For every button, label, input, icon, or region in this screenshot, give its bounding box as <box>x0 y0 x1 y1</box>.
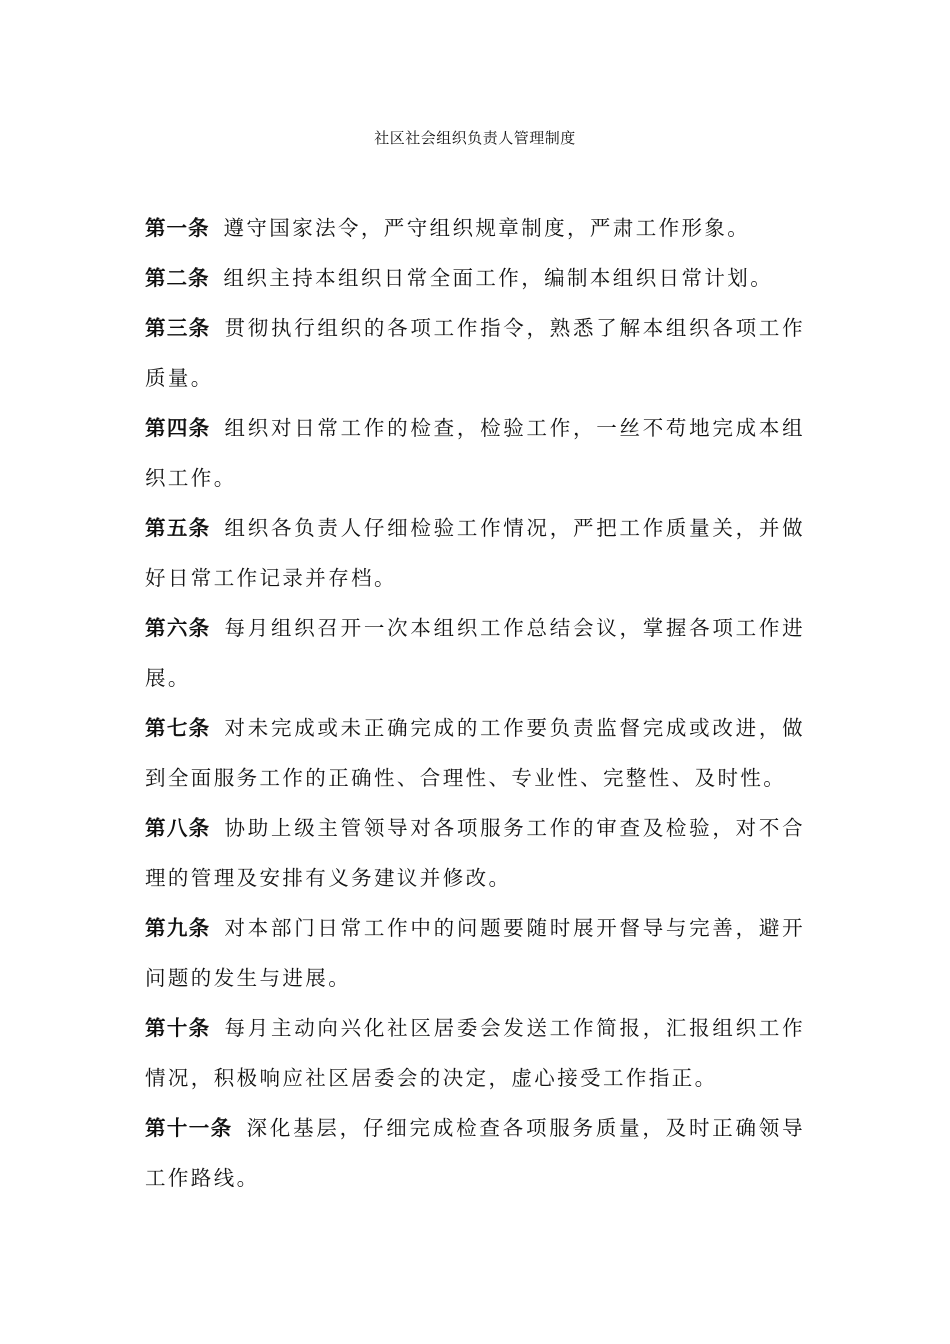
document-title: 社区社会组织负责人管理制度 <box>374 129 576 147</box>
article-text: 协助上级主管领导对各项服务工作的审查及检验，对不合理的管理及安排有义务建议并修改。 <box>145 816 805 890</box>
article-number: 第九条 <box>145 916 211 940</box>
article-3 <box>145 303 805 403</box>
article-10 <box>145 1003 805 1103</box>
article-text: 组织主持本组织日常全面工作，编制本组织日常计划。 <box>223 266 774 290</box>
article-1 <box>145 203 805 253</box>
article-number: 第一条 <box>145 216 210 240</box>
article-text: 贯彻执行组织的各项工作指令，熟悉了解本组织各项工作质量。 <box>145 316 805 390</box>
article-number: 第八条 <box>145 816 211 840</box>
article-list <box>145 203 805 1203</box>
article-number: 第七条 <box>145 716 211 740</box>
article-number: 第二条 <box>145 266 210 290</box>
article-text: 对本部门日常工作中的问题要随时展开督导与完善，避开问题的发生与进展。 <box>145 916 805 990</box>
article-text: 对未完成或未正确完成的工作要负责监督完成或改进，做到全面服务工作的正确性、合理性、专业性、完整性、及时性。 <box>145 716 805 790</box>
article-number: 第四条 <box>145 416 211 440</box>
article-text: 组织对日常工作的检查，检验工作，一丝不苟地完成本组织工作。 <box>145 416 805 490</box>
article-2 <box>145 253 805 303</box>
article-4 <box>145 403 805 503</box>
article-9 <box>145 903 805 1003</box>
article-text: 每月组织召开一次本组织工作总结会议，掌握各项工作进展。 <box>145 616 805 690</box>
article-8 <box>145 803 805 903</box>
article-text: 遵守国家法令，严守组织规章制度，严肃工作形象。 <box>223 216 751 240</box>
article-6 <box>145 603 805 703</box>
article-text: 每月主动向兴化社区居委会发送工作简报，汇报组织工作情况，积极响应社区居委会的决定，虚心接受工作指正。 <box>145 1016 805 1090</box>
article-number: 第十一条 <box>145 1116 233 1140</box>
article-number: 第十条 <box>145 1016 211 1040</box>
article-5 <box>145 503 805 603</box>
article-text: 深化基层，仔细完成检查各项服务质量，及时正确领导工作路线。 <box>145 1116 805 1190</box>
article-number: 第三条 <box>145 316 211 340</box>
article-7 <box>145 703 805 803</box>
article-number: 第六条 <box>145 616 211 640</box>
article-text: 组织各负责人仔细检验工作情况，严把工作质量关，并做好日常工作记录并存档。 <box>145 516 805 590</box>
article-number: 第五条 <box>145 516 211 540</box>
article-11 <box>145 1103 805 1203</box>
